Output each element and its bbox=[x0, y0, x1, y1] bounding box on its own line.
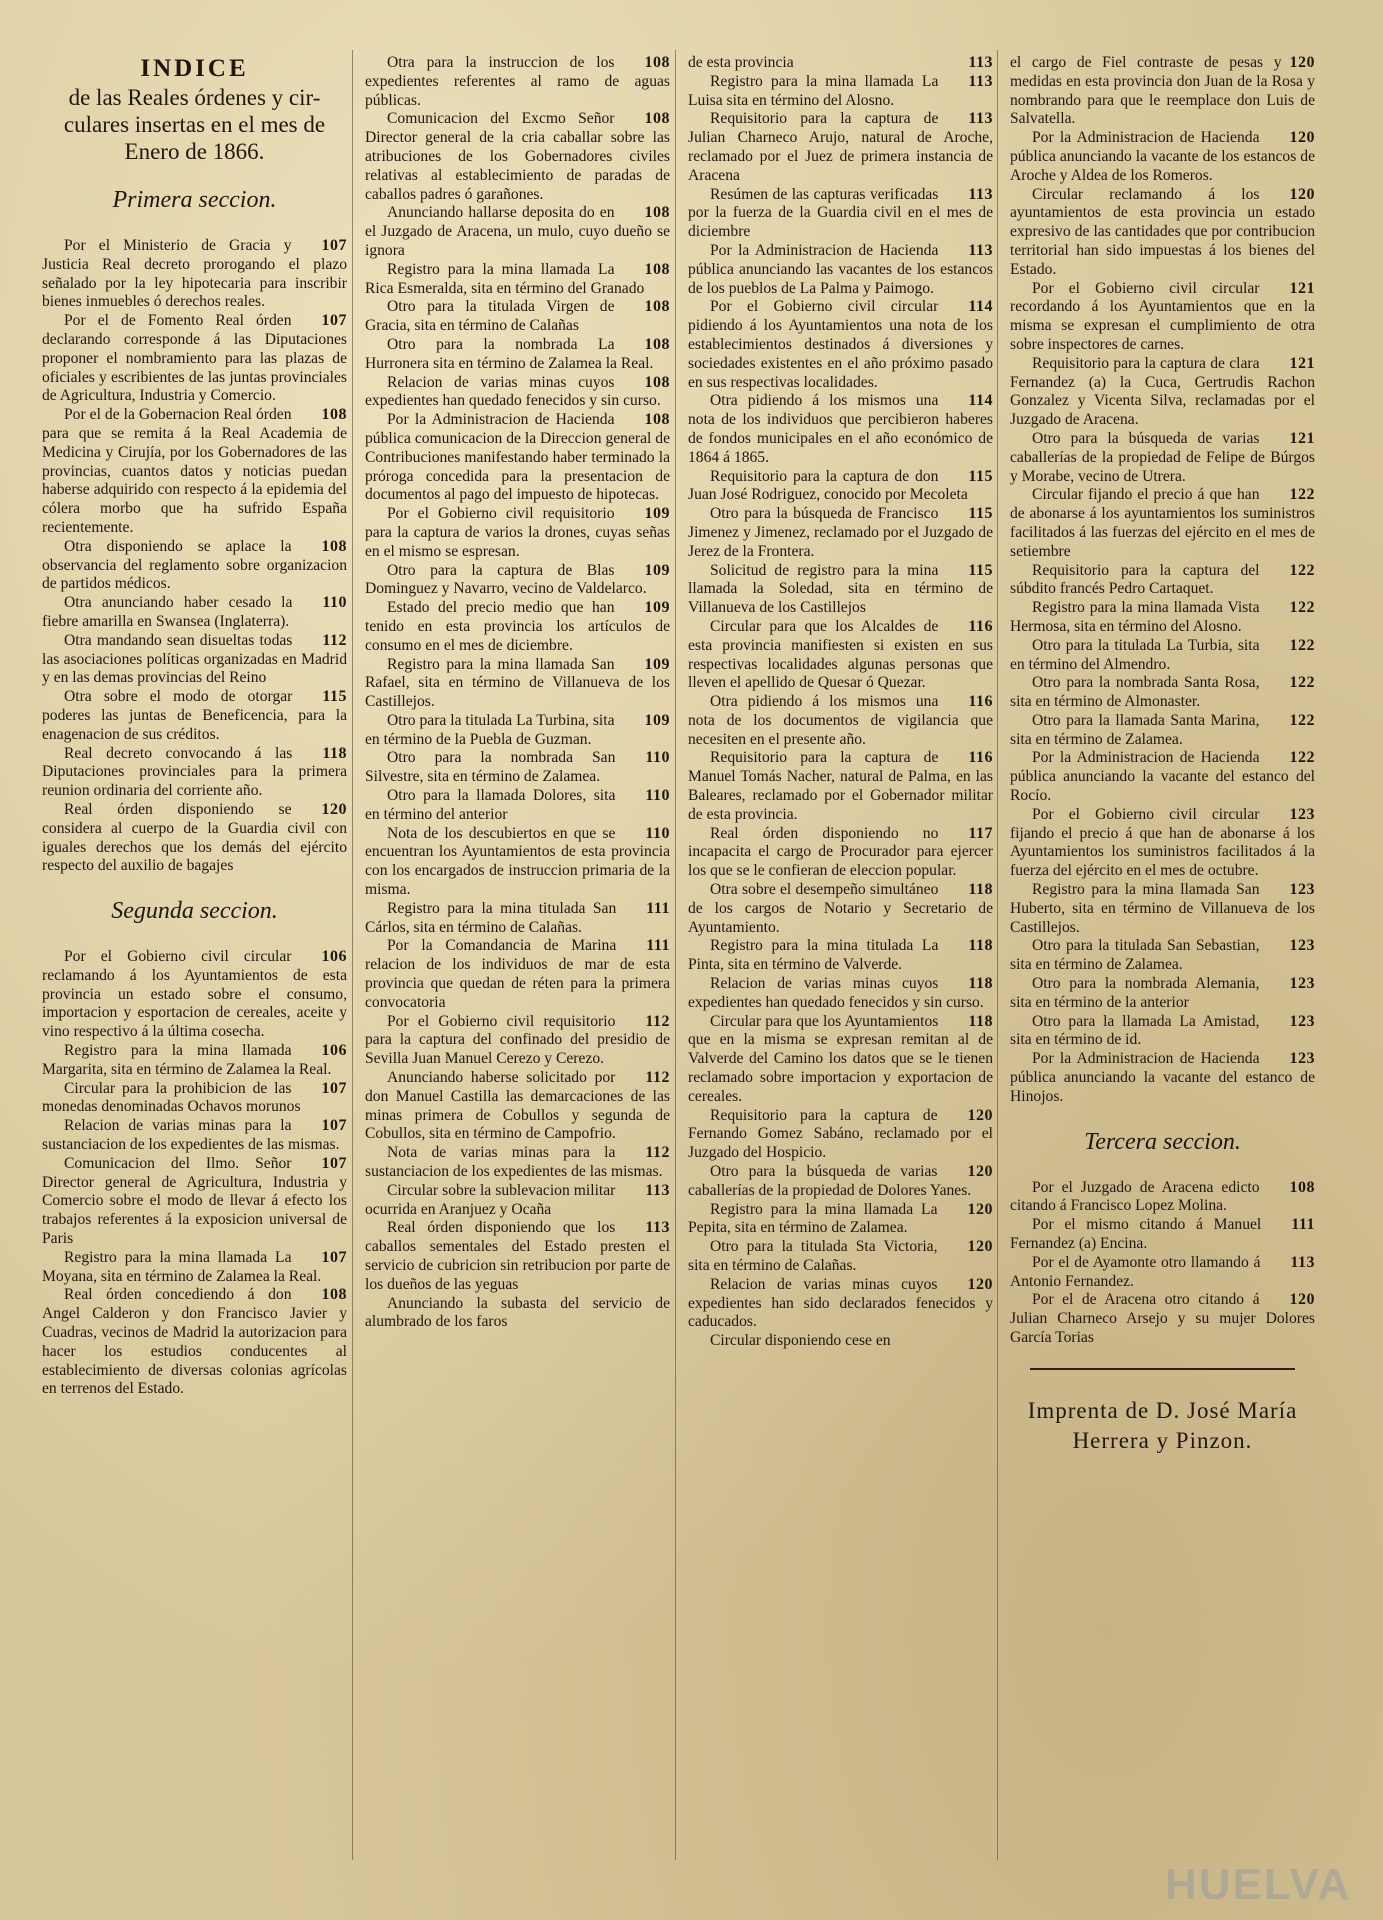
column-2 bbox=[365, 54, 670, 1894]
index-entry bbox=[42, 1080, 347, 1118]
entry-text: Real decreto convocando á las Diputaciones provinciales para la primera reunion ordinaria del corriente año. bbox=[42, 744, 347, 800]
entry-text: Otra anunciando haber cesado la fiebre amarilla en Swansea (Inglaterra). bbox=[42, 594, 293, 630]
index-entry bbox=[42, 237, 347, 312]
page-number: 108 bbox=[644, 411, 670, 429]
index-entry bbox=[42, 688, 347, 744]
index-entry bbox=[42, 801, 347, 876]
page-number: 113 bbox=[968, 185, 993, 203]
page-number: 108 bbox=[644, 204, 670, 222]
page-number: 110 bbox=[645, 749, 670, 767]
index-entry bbox=[365, 825, 670, 900]
entry-text: Relacion de varias minas para la sustanciacion de los expedientes de las mismas. bbox=[42, 1117, 340, 1154]
entry-text: Real órden disponiendo se considera al cuerpo de la Guardia civil con iguales derechos que los demás del ejército respecto del auxilio de bagajes bbox=[42, 800, 347, 875]
entry-text: Registro para la mina titulada La Pinta, sita en término de Valverde. bbox=[688, 937, 939, 974]
index-entry bbox=[42, 594, 347, 632]
entry-text: el cargo de Fiel contraste de pesas y medidas en esta provincia don Juan de la Rosa y nombrando para que le reemplace don Luis de Salvatella. bbox=[1010, 54, 1315, 128]
entry-list bbox=[1010, 54, 1315, 1107]
index-entry bbox=[365, 937, 670, 1012]
index-entry bbox=[1010, 599, 1315, 637]
index-entry bbox=[1010, 712, 1315, 750]
entry-text: Nota de varias minas para la sustanciacion de los expedientes de las mismas. bbox=[365, 1144, 663, 1181]
entry-text: Requisitorio para la captura de clara Fernandez (a) la Cuca, Gertrudis Rachon Gonzalez y Vicenta Silva, reclamadas por el Juzgado de Aracena. bbox=[1010, 354, 1315, 429]
page-number: 122 bbox=[1289, 486, 1315, 504]
index-entry bbox=[688, 1332, 993, 1351]
index-entry bbox=[365, 900, 670, 938]
index-entry bbox=[1010, 749, 1315, 805]
entry-text: Registro para la mina llamada San Rafael, sita en término de Villanueva de los Castillejos. bbox=[365, 655, 670, 711]
entry-list bbox=[42, 237, 347, 876]
entry-text: Otro para la nombrada La Hurronera sita en término de Zalamea la Real. bbox=[365, 335, 654, 372]
entry-text: Otro para la nombrada Santa Rosa, sita en término de Almonaster. bbox=[1010, 674, 1260, 711]
index-title: INDICE bbox=[140, 55, 249, 82]
page-number: 113 bbox=[968, 72, 993, 90]
entry-text: Registro para la mina titulada San Cárlos, sita en término de Calañas. bbox=[365, 899, 617, 936]
entry-text: Circular reclamando á los ayuntamientos de esta provincia un estado expresivo de las cantidades que por contribucion territorial han sido impuestas á los bienes del Estado. bbox=[1010, 185, 1315, 278]
entry-text: Registro para la mina llamada La Pepita, sita en término de Zalamea. bbox=[688, 1200, 938, 1237]
entry-text: Otra sobre el modo de otorgar poderes las juntas de Beneficencia, para la enagenacion de sus créditos. bbox=[42, 688, 347, 743]
index-entry bbox=[365, 1182, 670, 1220]
column-rule bbox=[675, 50, 676, 1860]
page-number: 112 bbox=[645, 1069, 670, 1087]
index-entry bbox=[365, 204, 670, 260]
index-entry bbox=[688, 975, 993, 1013]
entry-text: Otro para la titulada Virgen de Gracia, sita en término de Calañas bbox=[365, 298, 615, 335]
index-entry bbox=[688, 186, 993, 242]
index-entry bbox=[42, 745, 347, 801]
page-number: 123 bbox=[1289, 975, 1315, 993]
entry-text: Solicitud de registro para la mina llamada la Soledad, sita en término de Villanueva de los Castillejos bbox=[688, 561, 993, 617]
index-entry bbox=[688, 1107, 993, 1163]
entry-text: Otro para la titulada La Turbia, sita en término del Almendro. bbox=[1010, 636, 1260, 673]
index-entry bbox=[1010, 355, 1315, 430]
page-number: 111 bbox=[646, 937, 670, 955]
entry-text: Circular para que los Ayuntamientos que en la misma se expresan remitan al de Valverde del Camino los datos que se le tienen reclamado sobre importacion y exportacion de cereales. bbox=[688, 1012, 993, 1105]
entry-text: Otro para la llamada Dolores, sita en término del anterior bbox=[365, 787, 616, 823]
entry-text: Otro para la titulada San Sebastian, sita en término de Zalamea. bbox=[1010, 937, 1260, 974]
entry-list bbox=[688, 54, 993, 1351]
page-number: 120 bbox=[967, 1200, 993, 1218]
entry-text: Requisitorio para la captura de Manuel Tomás Nacher, natural de Palma, en las Baleares, reclamado por el Gobernador militar de esta provincia. bbox=[688, 749, 993, 823]
page-number: 113 bbox=[1290, 1253, 1315, 1271]
page-number: 113 bbox=[645, 1181, 670, 1199]
index-entry bbox=[1010, 1216, 1315, 1254]
page-number: 121 bbox=[1289, 279, 1315, 297]
page-number: 107 bbox=[321, 1154, 347, 1172]
index-entry bbox=[365, 374, 670, 412]
page-number: 112 bbox=[645, 1012, 670, 1030]
index-entry bbox=[1010, 129, 1315, 185]
index-entry bbox=[688, 618, 993, 693]
entry-text: Por el de Aracena otro citando á Julian Charneco Arsejo y su mujer Dolores García Torias bbox=[1010, 1291, 1315, 1346]
entry-text: Por el Gobierno civil requisitorio para la captura de varios la drones, cuyas señas en el mismo se espresan. bbox=[365, 505, 670, 560]
page-number: 107 bbox=[321, 1079, 347, 1097]
page-number: 122 bbox=[1289, 711, 1315, 729]
index-entry bbox=[365, 1069, 670, 1144]
index-entry bbox=[42, 1117, 347, 1155]
index-entry bbox=[365, 656, 670, 712]
index-entry bbox=[688, 1238, 993, 1276]
page-number: 118 bbox=[322, 744, 347, 762]
entry-text: Por el de la Gobernacion Real órden para que se remita á la Real Academia de Medicina y Cirujía, por los Gobernadores de las provincias, cuantos datos y noticias puedan haberse adquirido con respecto á la epidemia del cólera morbo que ha sufrido España recientemente. bbox=[42, 406, 347, 536]
entry-text: Circular fijando el precio á que han de abonarse á los ayuntamientos los suministros facilitados á las fuerzas del ejército en el mes de setiembre bbox=[1010, 486, 1315, 560]
page-number: 120 bbox=[967, 1275, 993, 1293]
index-entry bbox=[1010, 430, 1315, 486]
page-number: 108 bbox=[644, 335, 670, 353]
column-rule bbox=[997, 50, 998, 1860]
page-number: 109 bbox=[644, 599, 670, 617]
index-entry bbox=[365, 1219, 670, 1294]
page-number: 107 bbox=[321, 312, 347, 330]
index-entry bbox=[688, 1201, 993, 1239]
page-number: 116 bbox=[968, 749, 993, 767]
entry-text: Registro para la mina llamada San Huberto, sita en término de Villanueva de los Castillejos. bbox=[1010, 881, 1315, 936]
index-subtitle-line-3: Enero de 1866. bbox=[124, 139, 265, 164]
page-number: 123 bbox=[1289, 937, 1315, 955]
entry-text: Registro para la mina llamada La Rica Esmeralda, sita en término del Granado bbox=[365, 260, 645, 297]
page-number: 111 bbox=[646, 899, 670, 917]
page-number: 106 bbox=[321, 948, 347, 966]
page-number: 113 bbox=[968, 241, 993, 259]
entry-text: Comunicacion del Excmo Señor Director general de la cria caballar sobre las atribuciones de los Gobernadores civiles relativas al establecimiento de paradas de caballos padres ó garañones. bbox=[365, 110, 670, 203]
section-heading-primera: Primera seccion. bbox=[112, 187, 277, 213]
page-number: 116 bbox=[968, 693, 993, 711]
entry-text: Por la Administracion de Hacienda pública anunciando las vacantes de los estancos de los pueblos de La Palma y Paimogo. bbox=[688, 241, 993, 297]
entry-text: Otro para la llamada La Amistad, sita en término de id. bbox=[1010, 1012, 1260, 1049]
index-entry bbox=[42, 632, 347, 688]
index-entry bbox=[365, 787, 670, 825]
index-entry bbox=[42, 1042, 347, 1080]
entry-text: Otro para la búsqueda de varias caballerías de la propiedad de Dolores Yanes. bbox=[688, 1163, 972, 1199]
entry-text: Por el Gobierno civil circular recordando á los Ayuntamientos que en la misma se expresan el cumplimiento de otra sobre inspectores de carnes. bbox=[1010, 279, 1315, 353]
index-entry bbox=[42, 1286, 347, 1399]
page-number: 120 bbox=[1289, 185, 1315, 203]
index-entry bbox=[42, 1249, 347, 1287]
entry-text: Resúmen de las capturas verificadas por la fuerza de la Guardia civil en el mes de diciembre bbox=[688, 185, 993, 241]
page-number: 123 bbox=[1289, 805, 1315, 823]
page-number: 107 bbox=[321, 1248, 347, 1266]
index-entry bbox=[688, 392, 993, 467]
page-number: 113 bbox=[645, 1219, 670, 1237]
index-entry bbox=[365, 1144, 670, 1182]
separator-line bbox=[1030, 1368, 1295, 1370]
entry-text: Requisitorio para la captura de don Juan José Rodriguez, conocido por Mecoleta bbox=[688, 467, 968, 504]
page-number: 120 bbox=[1289, 129, 1315, 147]
index-entry bbox=[1010, 186, 1315, 280]
index-entry bbox=[365, 261, 670, 299]
page-number: 120 bbox=[967, 1106, 993, 1124]
page-number: 108 bbox=[644, 260, 670, 278]
index-entry bbox=[1010, 1179, 1315, 1217]
entry-text: Requisitorio para la captura del súbdito francés Pedro Cartaquet. bbox=[1010, 561, 1260, 598]
index-entry bbox=[688, 1013, 993, 1107]
page-number: 109 bbox=[644, 505, 670, 523]
page-number: 112 bbox=[645, 1144, 670, 1162]
entry-text: Relacion de varias minas cuyos expedientes han quedado fenecidos y sin curso. bbox=[365, 373, 661, 410]
page-number: 122 bbox=[1289, 561, 1315, 579]
page-number: 121 bbox=[1289, 354, 1315, 372]
page-number: 120 bbox=[967, 1238, 993, 1256]
entry-text: Por el de Ayamonte otro llamando á Antonio Fernandez. bbox=[1010, 1253, 1261, 1290]
page-number: 108 bbox=[644, 373, 670, 391]
index-entry bbox=[42, 406, 347, 538]
index-entry bbox=[365, 110, 670, 204]
entry-text: Otro para la búsqueda de Francisco Jimenez y Jimenez, reclamado por el Juzgado de Jerez de la Frontera. bbox=[688, 505, 993, 560]
entry-text: Comunicacion del Ilmo. Señor Director general de Agricultura, Industria y Comercio sobre el modo de llevar á efecto los trabajos referentes á la exposicion universal de Paris bbox=[42, 1154, 347, 1248]
page-number: 110 bbox=[645, 824, 670, 842]
index-entry bbox=[688, 298, 993, 392]
page-number: 114 bbox=[968, 298, 993, 316]
page-number: 123 bbox=[1289, 1050, 1315, 1068]
entry-list bbox=[42, 948, 347, 1399]
page-number: 120 bbox=[967, 1163, 993, 1181]
index-entry bbox=[1010, 486, 1315, 561]
entry-text: Estado del precio medio que han tenido en esta provincia los artículos de consumo en el mes de diciembre. bbox=[365, 599, 670, 654]
page-number: 118 bbox=[968, 975, 993, 993]
entry-text: Por el Gobierno civil requisitorio para la captura del confinado del presidio de Sevilla Juan Manuel Cerezo y Cerezo. bbox=[365, 1012, 670, 1068]
section-heading-segunda: Segunda seccion. bbox=[111, 898, 278, 925]
page-number: 118 bbox=[968, 937, 993, 955]
entry-text: Real órden disponiendo no incapacita el cargo de Procurador para ejercer los que se le confieran de eleccion popular. bbox=[688, 824, 993, 880]
entry-text: Otro para la titulada La Turbina, sita en término de la Puebla de Guzman. bbox=[365, 711, 615, 748]
index-entry bbox=[365, 298, 670, 336]
index-entry bbox=[688, 110, 993, 185]
index-entry bbox=[365, 411, 670, 505]
page-number: 108 bbox=[321, 537, 347, 555]
page-number: 117 bbox=[968, 824, 993, 842]
imprint-line-1: Imprenta de D. José María bbox=[1027, 1397, 1298, 1423]
index-entry bbox=[1010, 1291, 1315, 1347]
page-number: 109 bbox=[644, 561, 670, 579]
entry-text: Otra sobre el desempeño simultáneo de los cargos de Notario y Secretario de Ayuntamiento. bbox=[688, 881, 993, 936]
entry-text: Otro para la titulada Sta Victoria, sita en término de Calañas. bbox=[688, 1238, 938, 1274]
index-entry bbox=[365, 599, 670, 655]
page-number: 108 bbox=[644, 110, 670, 128]
page-number: 118 bbox=[968, 881, 993, 899]
index-entry bbox=[1010, 806, 1315, 881]
entry-text: Registro para la mina llamada La Moyana, sita en término de Zalamea la Real. bbox=[42, 1248, 322, 1285]
entry-text: Circular para que los Alcaldes de esta provincia manifiesten si existen en sus respectivas localidades algunas personas que lleven el apellido de Quesar ó Quezar. bbox=[688, 617, 993, 692]
index-entry bbox=[688, 1163, 993, 1201]
index-entry bbox=[42, 1155, 347, 1249]
page-number: 111 bbox=[1291, 1216, 1315, 1234]
index-entry bbox=[365, 1013, 670, 1069]
page-number: 107 bbox=[321, 1117, 347, 1135]
page-number: 113 bbox=[968, 110, 993, 128]
page-number: 120 bbox=[321, 800, 347, 818]
index-entry bbox=[42, 948, 347, 1042]
entry-text: Otra mandando sean disueltas todas las asociaciones políticas organizadas en Madrid y en las demas provincias del Reino bbox=[42, 631, 347, 687]
index-entry bbox=[1010, 1013, 1315, 1051]
entry-text: Registro para la mina llamada La Luisa sita en término del Alosno. bbox=[688, 72, 939, 109]
index-entry bbox=[1010, 54, 1315, 129]
page-number: 108 bbox=[644, 54, 670, 71]
page-number: 108 bbox=[321, 1286, 347, 1304]
entry-text: Por la Administracion de Hacienda pública comunicacion de la Direccion general de Contribuciones manifestando haber terminado la próroga concedida para la presentacion de documentos al pago del impuesto de hipotecas. bbox=[365, 411, 670, 504]
column-rule bbox=[352, 50, 353, 1860]
index-entry bbox=[688, 505, 993, 561]
page-number: 108 bbox=[321, 406, 347, 424]
page-number: 108 bbox=[1289, 1178, 1315, 1196]
index-entry bbox=[688, 242, 993, 298]
entry-text: Circular para la prohibicion de las monedas denominadas Ochavos morunos bbox=[42, 1079, 301, 1116]
index-entry bbox=[688, 693, 993, 749]
entry-text: Relacion de varias minas cuyos expedientes han sido declarados fenecidos y caducados. bbox=[688, 1275, 993, 1331]
entry-text: Circular sobre la sublevacion militar ocurrida en Aranjuez y Ocaña bbox=[365, 1181, 616, 1218]
entry-text: Otro para la nombrada Alemania, sita en término de la anterior bbox=[1010, 975, 1260, 1011]
entry-text: Por la Administracion de Hacienda pública anunciando la vacante de los estancos de Aroche y Aldea de los Romeros. bbox=[1010, 129, 1315, 184]
index-subtitle-line-2: culares insertas en el mes de bbox=[63, 112, 326, 137]
page-number: 122 bbox=[1289, 674, 1315, 692]
index-entry bbox=[1010, 562, 1315, 600]
entry-text: Otra pidiendo á los mismos una nota de los documentos de vigilancia que necesiten en el presente año. bbox=[688, 693, 993, 748]
entry-text: Registro para la mina llamada Margarita, sita en término de Zalamea la Real. bbox=[42, 1042, 332, 1078]
page-number: 109 bbox=[644, 711, 670, 729]
page-number: 114 bbox=[968, 392, 993, 410]
entry-text: Real órden disponiendo que los caballos sementales del Estado presten el servicio de cubricion sin retribucion por parte de los dueños de las yeguas bbox=[365, 1219, 670, 1293]
entry-text: Relacion de varias minas cuyos expedientes han quedado fenecidos y sin curso. bbox=[688, 975, 984, 1011]
entry-text: Otra pidiendo á los mismos una nota de los individuos que percibieron haberes de fondos municipales en el año económico de 1864 á 1865. bbox=[688, 392, 993, 466]
index-entry bbox=[688, 562, 993, 618]
page-number: 106 bbox=[321, 1042, 347, 1060]
entry-text: Por la Administracion de Hacienda pública anunciando la vacante del estanco de Hinojos. bbox=[1010, 1050, 1315, 1105]
entry-text: Por el Juzgado de Aracena edicto citando á Francisco Lopez Molina. bbox=[1010, 1178, 1260, 1215]
page-number: 115 bbox=[322, 688, 347, 706]
page-number: 112 bbox=[322, 631, 347, 649]
entry-text: Anunciando haberse solicitado por don Manuel Castilla las demarcaciones de las minas primera de Cobullos y segunda de Cobullos, sita en término de Campofrio. bbox=[365, 1069, 670, 1143]
entry-text: Anunciando la subasta del servicio de alumbrado de los faros bbox=[365, 1294, 670, 1331]
page-number: 118 bbox=[968, 1012, 993, 1030]
entry-text: Circular disponiendo cese en bbox=[710, 1332, 891, 1350]
index-entry bbox=[1010, 937, 1315, 975]
page-number: 116 bbox=[968, 617, 993, 635]
page-number: 121 bbox=[1289, 429, 1315, 447]
page-number: 123 bbox=[1289, 881, 1315, 899]
index-entry bbox=[1010, 1254, 1315, 1292]
page-number: 110 bbox=[645, 787, 670, 805]
page-number: 120 bbox=[1289, 54, 1315, 71]
entry-text: Nota de los descubiertos en que se encuentran los Ayuntamientos de esta provincia con los encargados de instruccion primaria de la misma. bbox=[365, 824, 670, 899]
entry-text: Requisitorio para la captura de Fernando Gomez Sabáno, reclamado por el Juzgado del Hospicio. bbox=[688, 1106, 993, 1162]
column-1 bbox=[42, 54, 347, 1894]
entry-text: Otro para la llamada Santa Marina, sita en término de Zalamea. bbox=[1010, 711, 1260, 748]
entry-text: Real órden concediendo á don Angel Calderon y don Francisco Javier y Cuadras, vecinos de Madrid la autorizacion para hacer los estudios conducentes al establecimiento de diversas colonias agrícolas en terrenos del Estado. bbox=[42, 1286, 347, 1398]
entry-text: de esta provincia bbox=[688, 54, 794, 71]
imprint-line-2: Herrera y Pinzon. bbox=[1072, 1427, 1253, 1453]
page-number: 113 bbox=[968, 54, 993, 71]
column-3 bbox=[688, 54, 993, 1894]
index-subtitle-line-1: de las Reales órdenes y cir- bbox=[68, 85, 321, 110]
index-entry bbox=[365, 749, 670, 787]
index-entry bbox=[688, 825, 993, 881]
entry-text: Por el Ministerio de Gracia y Justicia Real decreto prorogando el plazo señalado por la ley hipotecaria para inscribir bienes inmuebles ó derechos reales. bbox=[42, 237, 347, 311]
page-number: 115 bbox=[968, 467, 993, 485]
entry-text: Por el Gobierno civil circular pidiendo á los Ayuntamientos una nota de los establecimientos destinados á diversiones y sociedades existentes en el año próximo pasado en sus respectivas localidades. bbox=[688, 298, 993, 391]
entry-text: Por el Gobierno civil circular reclamando á los Ayuntamientos de esta provincia un estado sobre el consumo, importacion y esportacion de cereales, aceite y vino respectivo á la última cosecha. bbox=[42, 948, 347, 1041]
entry-list bbox=[365, 54, 670, 1332]
index-entry bbox=[365, 1295, 670, 1333]
index-entry bbox=[688, 881, 993, 937]
index-entry bbox=[42, 538, 347, 594]
index-entry bbox=[365, 336, 670, 374]
entry-text: Otra para la instruccion de los expedientes referentes al ramo de aguas públicas. bbox=[365, 54, 670, 109]
entry-text: Por el Gobierno civil circular fijando el precio á que han de abonarse á los Ayuntamientos los suministros facilitados á la fuerza del ejército en el mes de octubre. bbox=[1010, 805, 1315, 880]
index-entry bbox=[688, 54, 993, 73]
page-number: 109 bbox=[644, 655, 670, 673]
page-number: 122 bbox=[1289, 599, 1315, 617]
page-number: 115 bbox=[968, 561, 993, 579]
section-heading-tercera: Tercera seccion. bbox=[1084, 1128, 1241, 1155]
page-number: 115 bbox=[968, 505, 993, 523]
entry-text: Otro para la nombrada San Silvestre, sita en término de Zalamea. bbox=[365, 749, 616, 786]
entry-text: Por la Comandancia de Marina relacion de los individuos de mar de esta provincia que quedan de réten para la primera convocatoria bbox=[365, 937, 670, 1011]
page-number: 108 bbox=[644, 298, 670, 316]
entry-list bbox=[1010, 1179, 1315, 1348]
entry-text: Otra disponiendo se aplace la observancia del reglamento sobre organizacion de partidos médicos. bbox=[42, 537, 347, 593]
index-entry bbox=[688, 937, 993, 975]
page-number: 120 bbox=[1289, 1291, 1315, 1309]
index-entry bbox=[1010, 637, 1315, 675]
index-entry bbox=[365, 712, 670, 750]
entry-text: Requisitorio para la captura de Julian Charneco Arujo, natural de Aroche, reclamado por el Juez de primera instancia de Aracena bbox=[688, 110, 993, 184]
entry-text: Otro para la búsqueda de varias caballerías de la propiedad de Felipe de Búrgos y Morabe, vecino de Utrera. bbox=[1010, 429, 1315, 485]
index-entry bbox=[688, 73, 993, 111]
index-entry bbox=[365, 562, 670, 600]
index-entry bbox=[1010, 975, 1315, 1013]
index-entry bbox=[1010, 280, 1315, 355]
page-number: 123 bbox=[1289, 1012, 1315, 1030]
archive-watermark: HUELVA bbox=[1165, 1860, 1352, 1909]
index-entry bbox=[1010, 881, 1315, 937]
index-entry bbox=[365, 505, 670, 561]
index-entry bbox=[365, 54, 670, 110]
entry-text: Otro para la captura de Blas Dominguez y Navarro, vecino de Valdelarco. bbox=[365, 561, 647, 598]
index-entry bbox=[1010, 1050, 1315, 1106]
page-number: 107 bbox=[321, 237, 347, 254]
entry-text: Por la Administracion de Hacienda pública anunciando la vacante del estanco del Rocío. bbox=[1010, 749, 1315, 805]
index-entry bbox=[42, 312, 347, 406]
column-4 bbox=[1010, 54, 1315, 1894]
index-entry bbox=[688, 1276, 993, 1332]
page-number: 110 bbox=[322, 594, 347, 612]
entry-text: Por el de Fomento Real órden declarando corresponde á las Diputaciones proponer el nombramiento para las plazas de oficiales y escribientes de las juntas provinciales de Agricultura, Industria y Comercio. bbox=[42, 312, 347, 405]
index-entry bbox=[1010, 674, 1315, 712]
page-number: 122 bbox=[1289, 749, 1315, 767]
entry-text: Por el mismo citando á Manuel Fernandez (a) Encina. bbox=[1010, 1216, 1262, 1253]
page-number: 122 bbox=[1289, 636, 1315, 654]
entry-text: Registro para la mina llamada Vista Hermosa, sita en término del Alosno. bbox=[1010, 599, 1260, 635]
index-entry bbox=[688, 749, 993, 824]
entry-text: Anunciando hallarse deposita do en el Juzgado de Aracena, un mulo, cuyo dueño se ignora bbox=[365, 204, 670, 259]
index-entry bbox=[688, 468, 993, 506]
